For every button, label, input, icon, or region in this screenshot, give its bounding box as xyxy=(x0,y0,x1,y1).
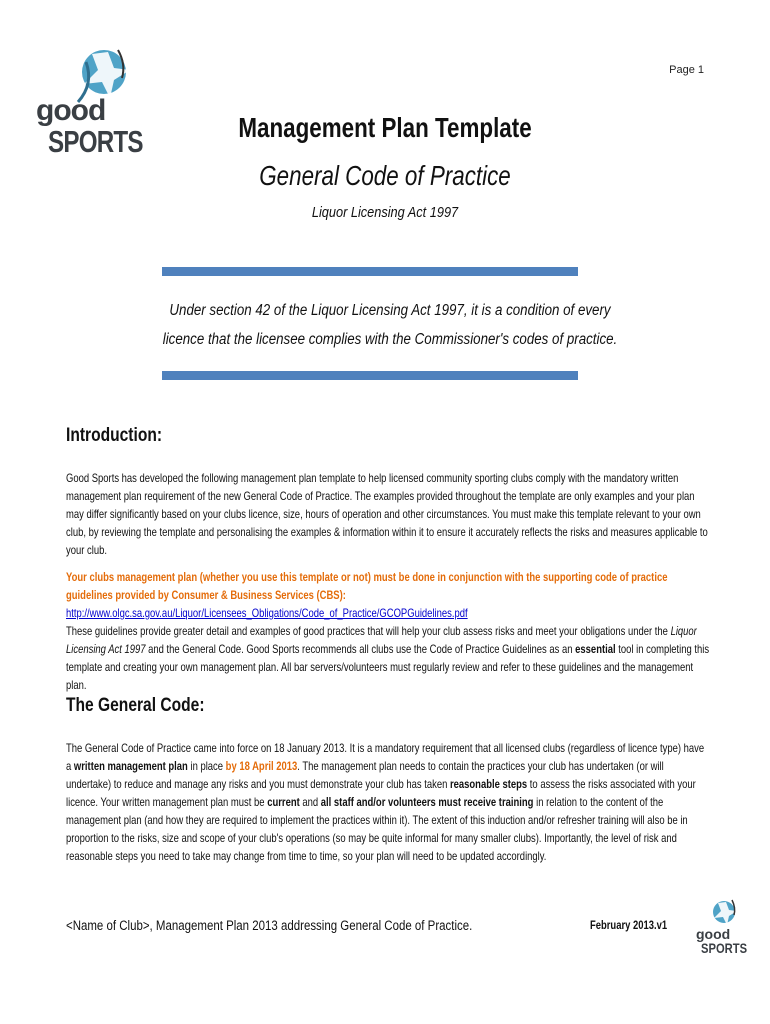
general-code-text-6: in relation to the content of the management plan (and how they are required to implement the practices within it). The extent of this induction and/or refresher training will also be in proportion to the risks, size and scope of your club's operations (so may be quite informal for many smaller clubs). Importantly, the level of risk and reasonable steps you need to take may change from time to time, so your plan will need to be updated accordingly. xyxy=(66,796,688,863)
good-sports-logo xyxy=(34,44,143,168)
reasonable-steps-emphasis: reasonable steps xyxy=(449,778,528,791)
page-number: Page 1 xyxy=(669,64,704,76)
introduction-heading: Introduction: xyxy=(66,425,163,446)
current-emphasis: current xyxy=(267,796,300,809)
general-code-paragraph xyxy=(66,740,710,866)
guidelines-text-c: tool in completing this template and creating your own management plan. All bar servers/volunteers must regularly review and refer to these guidelines and the management plan. xyxy=(66,643,710,692)
footer-club-name: <Name of Club>, Management Plan 2013 addressing General Code of Practice. xyxy=(66,918,473,933)
top-divider xyxy=(162,267,578,276)
guidelines-text-b: and the General Code. Good Sports recommends all clubs use the Code of Practice Guidelines as an xyxy=(148,643,573,656)
condition-line-1: Under section 42 of the Liquor Licensing Act 1997, it is a condition of every xyxy=(169,302,611,319)
general-code-text-3: . The management plan needs to contain the practices your club has undertaken (or will undertake) to reduce and manage any risks and you must demonstrate your club has taken xyxy=(66,760,664,791)
introduction-paragraph-1: Good Sports has developed the following management plan template to help licensed community sporting clubs comply with the mandatory written management plan requirement of the new General Code of Practice. The examples provided throughout the template are only examples and your plan may differ significantly based on your clubs licence, size, hours of operation and other circumstances. You must make this template relevant to your own club, by reviewing the template and personalising the examples & information within it to ensure it accurately reflects the risks and measures applicable to your club. xyxy=(66,472,708,557)
footer-logo xyxy=(688,898,748,962)
act-name: Liquor Licensing Act 1997 xyxy=(311,204,459,221)
logo-text-good: good xyxy=(36,94,106,127)
deadline-emphasis: by 18 April 2013 xyxy=(225,760,298,773)
condition-statement xyxy=(149,296,631,354)
guidelines-link[interactable]: http://www.olgc.sa.gov.au/Liquor/Licensees_Obligations/Code_of_Practice/GCOPGuidelines.pdf xyxy=(66,607,468,620)
general-code-heading: The General Code: xyxy=(66,695,205,716)
document-title: Management Plan Template xyxy=(238,112,532,143)
introduction-paragraph-2 xyxy=(66,569,710,695)
condition-line-2: licence that the licensee complies with the Commissioner's codes of practice. xyxy=(162,331,618,348)
footer-logo-good: good xyxy=(696,926,731,942)
general-code-text-5: and xyxy=(302,796,319,809)
general-code-text-4: to assess the risks associated with your licence. Your written management plan must be xyxy=(66,778,696,809)
guidelines-notice: Your clubs management plan (whether you use this template or not) must be done in conjunction with the supporting code of practice guidelines provided by Consumer & Business Services (CBS): xyxy=(66,571,668,602)
general-code-text-2: in place xyxy=(190,760,224,773)
act-reference: Liquor Licensing Act 1997 xyxy=(66,625,697,656)
footer-logo-sports: SPORTS xyxy=(701,940,748,956)
training-emphasis: all staff and/or volunteers must receive training xyxy=(320,796,534,809)
essential-emphasis: essential xyxy=(575,643,616,656)
written-plan-emphasis: written management plan xyxy=(73,760,188,773)
guidelines-text-a: These guidelines provide greater detail and examples of good practices that will help your club assess risks and meet your obligations under the xyxy=(66,625,668,638)
general-code-text-1: The General Code of Practice came into force on 18 January 2013. It is a mandatory requirement that all licensed clubs (regardless of licence type) have a xyxy=(66,742,705,773)
footer-version: February 2013.v1 xyxy=(590,920,668,932)
document-subtitle: General Code of Practice xyxy=(259,160,511,191)
bottom-divider xyxy=(162,371,578,380)
logo-text-sports: SPORTS xyxy=(48,124,143,159)
